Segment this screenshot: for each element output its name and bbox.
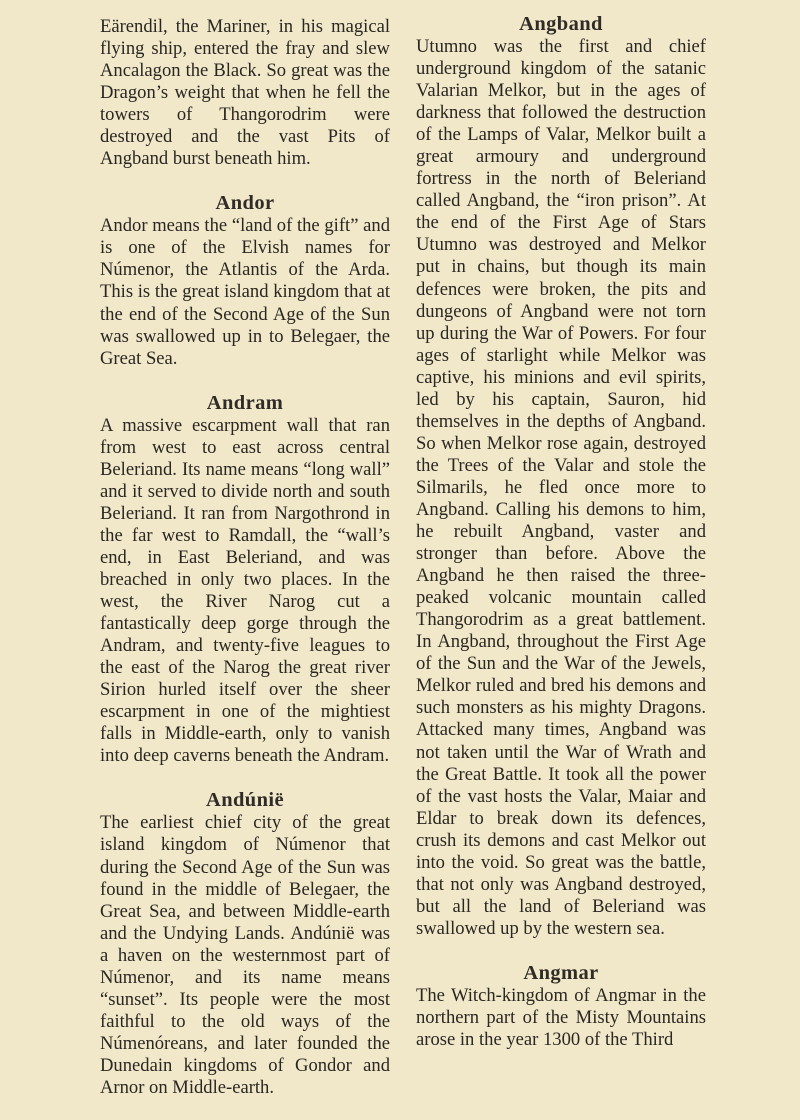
entry-title: Angband [519,13,603,35]
entry-angmar [416,961,706,1051]
entry-body: Andor means the “land of the gift” and is one of the Elvish names for Númenor, the Atlantis of the Arda. This is the great island kingdom that at the end of the Second Age of the Sun was swallowed up in to Belegaer, the Great Sea. [100,215,390,369]
entry-andor [100,191,390,369]
entry-angband [416,12,706,940]
entry-andram [100,391,390,768]
two-column-layout [100,13,706,1120]
entry-body: The Witch-kingdom of Angmar in the northern part of the Misty Mountains arose in the year 1300 of the Third [416,984,706,1051]
entry-title: Andúnië [205,789,284,812]
entry-body: A massive escarpment wall that ran from west to east across central Beleriand. Its name means “long wall” and it served to divide north and south Beleriand. It ran from Nargothrond in the far west to Ramdall, the “wall’s end, in East Beleriand, and was breached in only two places. In the west, the River Narog cut a fantastically deep gorge through the Andram, and twenty-five leagues to the east of the Narog the great river Sirion hurled itself over the sheer escarpment in one of the mightiest falls in Middle-earth, only to vanish into deep caverns beneath the Andram. [100,414,390,767]
left-column [100,16,390,1120]
continued-entry [100,16,390,170]
continued-paragraph: Eärendil, the Mariner, in his magical flying ship, entered the fray and slew Ancalagon the Black. So great was the Dragon’s weight that when he fell the towers of Thangorodrim were destroyed and the vast Pits of Angband burst beneath him. [100,16,390,170]
right-column [416,13,706,1120]
entry-andunie [100,788,390,1099]
entry-body: Utumno was the first and chief underground kingdom of the satanic Valarian Melkor, but in the ages of darkness that followed the destruction of the Lamps of Valar, Melkor built a great armoury and underground fortress in the north of Beleriand called Angband, the “iron prison”. At the end of the First Age of Stars Utumno was destroyed and Melkor put in chains, but though its main defences were broken, the pits and dungeons of Angband were not torn up during the War of Powers. For four ages of starlight while Melkor was captive, his minions and evil spirits, led by his captain, Sauron, hid themselves in the depths of Angband. So when Melkor rose again, destroyed the Trees of the Valar and stole the Silmarils, he fled once more to Angband. Calling his demons to him, he rebuilt Angband, vaster and stronger than before. Above the Angband he then raised the three-peaked volcanic mountain called Thangorodrim as a great battlement. In Angband, throughout the First Age of the Sun and the War of the Jewels, Melkor ruled and bred his demons and such monsters as his mighty Dragons. Attacked many times, Angband was not taken until the War of Wrath and the Great Battle. It took all the power of the vast hosts the Valar, Maiar and Eldar to break down its defences, crush its demons and cast Melkor out into the void. So great was the battle, that not only was Angband destroyed, but all the land of Beleriand was swallowed up by the western sea. [416,36,706,939]
entry-body: The earliest chief city of the great island kingdom of Númenor that during the Second Age of the Sun was found in the middle of Belegaer, the Great Sea, and between Middle-earth and the Undying Lands. Andúnië was a haven on the westernmost part of Númenor, and its name means “sunset”. Its people were the most faithful to the old ways of the Númenóreans, and later founded the Dunedain kingdoms of Gondor and Arnor on Middle-earth. [100,812,390,1098]
entry-title: Andor [215,192,275,215]
entry-title: Andram [206,391,284,414]
entry-title: Angmar [523,961,599,984]
